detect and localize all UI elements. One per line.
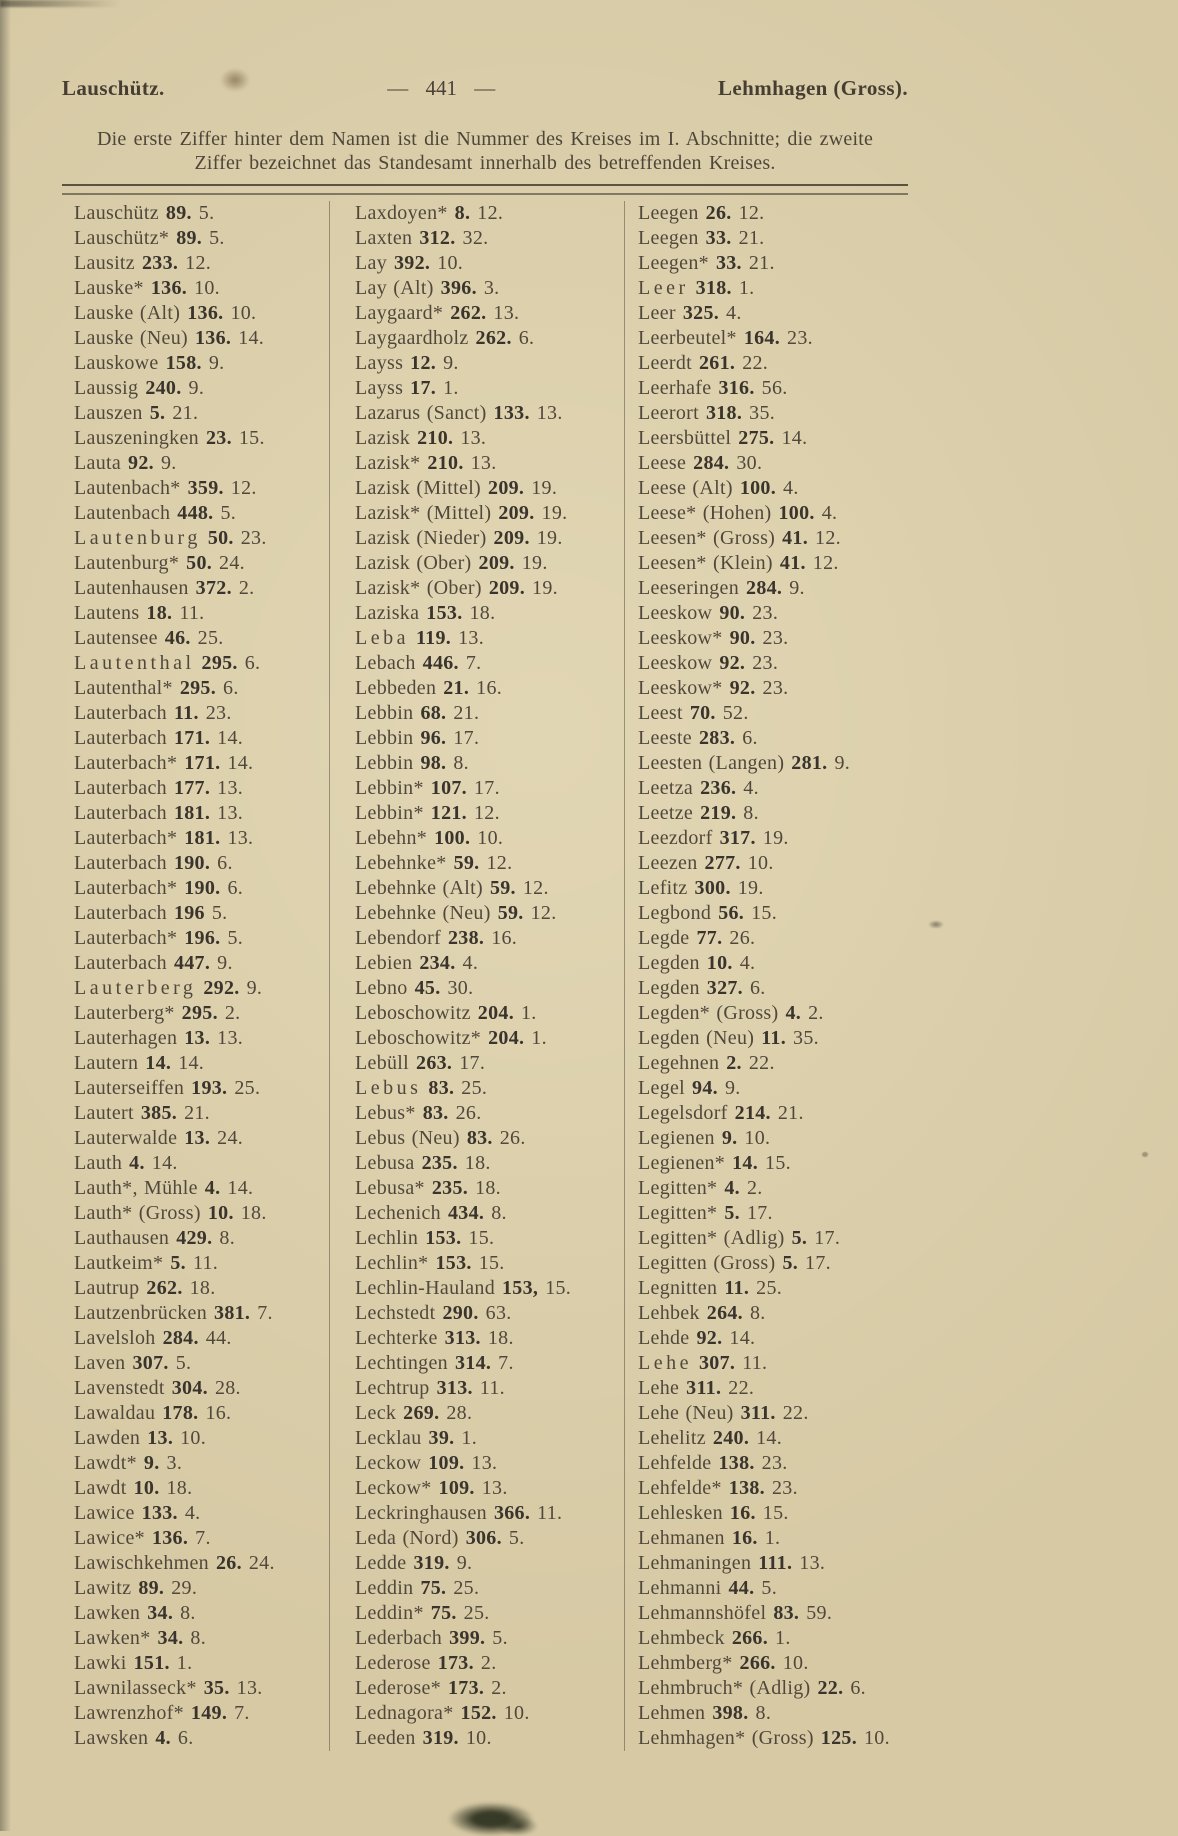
index-column-2	[329, 201, 624, 1751]
index-entry: Legde 77. 26.	[638, 927, 756, 949]
index-entry: Lawrenzhof* 149. 7.	[74, 1702, 250, 1724]
index-entry: Lauterberg* 295. 2.	[74, 1002, 241, 1024]
index-entry: Laziska 153. 18.	[355, 602, 496, 624]
index-entry: Lauta 92. 9.	[74, 452, 177, 474]
index-entry: Lauterbach 181. 13.	[74, 802, 244, 824]
index-entry: Lechlin 153. 15.	[355, 1227, 495, 1249]
index-entry: Lederbach 399. 5.	[355, 1627, 508, 1649]
index-entry: Lebendorf 238. 16.	[355, 927, 518, 949]
index-entry: Lautens 18. 11.	[74, 602, 205, 624]
index-entry: Lechlin* 153. 15.	[355, 1252, 505, 1274]
index-entry: Lautkeim* 5. 11.	[74, 1252, 219, 1274]
index-entry: Lazisk* 210. 13.	[355, 452, 497, 474]
index-entry: Lauschütz 89. 5.	[74, 202, 215, 224]
index-entry: Lawdt* 9. 3.	[74, 1452, 183, 1474]
index-entry: Lehelitz 240. 14.	[638, 1427, 783, 1449]
index-entry: Lautzenbrücken 381. 7.	[74, 1302, 273, 1324]
index-entry: Leeste 283. 6.	[638, 727, 758, 749]
index-entry: Lauterhagen 13. 13.	[74, 1027, 244, 1049]
index-entry: Leeskow 90. 23.	[638, 602, 779, 624]
index-column-3	[624, 201, 908, 1751]
index-entry: Lebach 446. 7.	[355, 652, 482, 674]
index-entry: Lazisk* (Mittel) 209. 19.	[355, 502, 568, 524]
index-entry: Legnitten 11. 25.	[638, 1277, 783, 1299]
index-entry: Lehbek 264. 8.	[638, 1302, 766, 1324]
index-entry: Legitten (Gross) 5. 17.	[638, 1252, 831, 1274]
index-entry: Lazisk (Ober) 209. 19.	[355, 552, 548, 574]
index-entry: Lazisk* (Ober) 209. 19.	[355, 577, 558, 599]
index-entry: Lauthausen 429. 8.	[74, 1227, 235, 1249]
index-entry: Lebehnke (Neu) 59. 12.	[355, 902, 557, 924]
index-entry: Leda (Nord) 306. 5.	[355, 1527, 525, 1549]
index-entry: Lavenstedt 304. 28.	[74, 1377, 241, 1399]
index-entry: Lautensee 46. 25.	[74, 627, 224, 649]
index-entry: Lechtingen 314. 7.	[355, 1352, 514, 1374]
index-entry: Legelsdorf 214. 21.	[638, 1102, 804, 1124]
index-entry: Leersbüttel 275. 14.	[638, 427, 808, 449]
index-entry: Lehe 311. 22.	[638, 1377, 755, 1399]
index-entry: Leezdorf 317. 19.	[638, 827, 789, 849]
index-entry: Leba 119. 13.	[355, 627, 484, 649]
index-entry: Lawken 34. 8.	[74, 1602, 196, 1624]
index-entry: Leerdt 261. 22.	[638, 352, 769, 374]
index-entry: Lawki 151. 1.	[74, 1652, 193, 1674]
index-entry: Laxten 312. 32.	[355, 227, 489, 249]
index-entry: Lauterbach 190. 6.	[74, 852, 233, 874]
index-entry: Lawaldau 178. 16.	[74, 1402, 232, 1424]
index-entry: Lebus* 83. 26.	[355, 1102, 482, 1124]
index-entry: Leesen* (Gross) 41. 12.	[638, 527, 841, 549]
index-entry: Lechenich 434. 8.	[355, 1202, 507, 1224]
index-entry: Lauterbach 11. 23.	[74, 702, 232, 724]
index-entry: Lefitz 300. 19.	[638, 877, 764, 899]
index-entry: Lechlin-Hauland 153, 15.	[355, 1277, 572, 1299]
index-entry: Lautenburg* 50. 24.	[74, 552, 245, 574]
index-entry: Lauterbach 196 5.	[74, 902, 228, 924]
index-entry: Lawice* 136. 7.	[74, 1527, 211, 1549]
index-entry: Lazisk 210. 13.	[355, 427, 487, 449]
index-entry: Leer 325. 4.	[638, 302, 742, 324]
instruction-note-line1: Die erste Ziffer hinter dem Namen ist die Nummer des Kreises im I. Abschnitte; die zweite	[96, 128, 874, 150]
index-entry: Legel 94. 9.	[638, 1077, 741, 1099]
index-entry: Lechstedt 290. 63.	[355, 1302, 512, 1324]
index-entry: Lecklau 39. 1.	[355, 1427, 478, 1449]
index-entry: Leese* (Hohen) 100. 4.	[638, 502, 838, 524]
index-entry: Lechterke 313. 18.	[355, 1327, 514, 1349]
index-entry: Laygaardholz 262. 6.	[355, 327, 535, 349]
index-entry: Lehmaningen 111. 13.	[638, 1552, 826, 1574]
index-entry: Lebus 83. 25.	[355, 1077, 488, 1099]
index-entry: Leesen* (Klein) 41. 12.	[638, 552, 839, 574]
index-entry: Lednagora* 152. 10.	[355, 1702, 530, 1724]
index-entry: Legitten* (Adlig) 5. 17.	[638, 1227, 841, 1249]
index-entry: Lautenbach* 359. 12.	[74, 477, 257, 499]
index-entry: Lawken* 34. 8.	[74, 1627, 207, 1649]
index-columns	[62, 201, 908, 1751]
index-entry: Lebien 234. 4.	[355, 952, 479, 974]
index-entry: Lawitz 89. 29.	[74, 1577, 198, 1599]
index-entry: Lazarus (Sanct) 133. 13.	[355, 402, 563, 424]
index-entry: Lautrup 262. 18.	[74, 1277, 216, 1299]
index-entry: Lehmberg* 266. 10.	[638, 1652, 809, 1674]
index-entry: Lawice 133. 4.	[74, 1502, 201, 1524]
index-entry: Lederose 173. 2.	[355, 1652, 497, 1674]
index-entry: Leerbeutel* 164. 23.	[638, 327, 813, 349]
index-entry: Laxdoyen* 8. 12.	[355, 202, 504, 224]
index-entry: Lautenthal 295. 6.	[74, 652, 261, 674]
running-head	[62, 76, 908, 101]
index-entry: Lauth 4. 14.	[74, 1152, 178, 1174]
index-entry: Lauske* 136. 10.	[74, 277, 220, 299]
index-entry: Lebehnke (Alt) 59. 12.	[355, 877, 549, 899]
index-entry: Leckow* 109. 13.	[355, 1477, 508, 1499]
index-entry: Legienen 9. 10.	[638, 1127, 771, 1149]
index-entry: Lawnilasseck* 35. 13.	[74, 1677, 263, 1699]
stain	[928, 920, 944, 929]
index-entry: Lebusa* 235. 18.	[355, 1177, 501, 1199]
index-entry: Lederose* 173. 2.	[355, 1677, 507, 1699]
index-entry: Lay (Alt) 396. 3.	[355, 277, 500, 299]
index-entry: Lazisk (Mittel) 209. 19.	[355, 477, 558, 499]
index-entry: Lehmanen 16. 1.	[638, 1527, 781, 1549]
index-entry: Legienen* 14. 15.	[638, 1152, 791, 1174]
index-entry: Lauszeningken 23. 15.	[74, 427, 265, 449]
index-entry: Lebbeden 21. 16.	[355, 677, 503, 699]
index-entry: Lehmhagen* (Gross) 125. 10.	[638, 1727, 890, 1749]
index-entry: Legden 10. 4.	[638, 952, 756, 974]
index-entry: Leese 284. 30.	[638, 452, 763, 474]
index-entry: Leest 70. 52.	[638, 702, 749, 724]
index-entry: Leeskow 92. 23.	[638, 652, 779, 674]
index-entry: Layss 17. 1.	[355, 377, 459, 399]
index-entry: Lebusa 235. 18.	[355, 1152, 491, 1174]
index-entry: Lazisk (Nieder) 209. 19.	[355, 527, 563, 549]
header-place-left: Lauschütz.	[62, 76, 165, 100]
index-entry: Leegen* 33. 21.	[638, 252, 775, 274]
header-place-right: Lehmhagen (Gross).	[717, 76, 908, 100]
index-entry: Lehde 92. 14.	[638, 1327, 756, 1349]
index-entry: Leese (Alt) 100. 4.	[638, 477, 799, 499]
index-entry: Lehlesken 16. 15.	[638, 1502, 789, 1524]
index-entry: Lehfelde 138. 23.	[638, 1452, 788, 1474]
index-entry: Legbond 56. 15.	[638, 902, 778, 924]
page-number: — 441 —	[387, 76, 496, 100]
index-entry: Leeseringen 284. 9.	[638, 577, 805, 599]
index-entry: Leddin 75. 25.	[355, 1577, 480, 1599]
index-entry: Lauterbach* 171. 14.	[74, 752, 254, 774]
index-entry: Lawdt 10. 18.	[74, 1477, 193, 1499]
index-entry: Laussig 240. 9.	[74, 377, 205, 399]
index-entry: Lehmbeck 266. 1.	[638, 1627, 791, 1649]
index-entry: Lauterbach 447. 9.	[74, 952, 233, 974]
index-entry: Legden (Neu) 11. 35.	[638, 1027, 819, 1049]
index-entry: Leetza 236. 4.	[638, 777, 759, 799]
index-entry: Leckringhausen 366. 11.	[355, 1502, 563, 1524]
stain	[1142, 1152, 1148, 1157]
index-entry: Leesten (Langen) 281. 9.	[638, 752, 851, 774]
index-column-1	[62, 201, 329, 1751]
index-entry: Lavelsloh 284. 44.	[74, 1327, 232, 1349]
index-entry: Lehmanni 44. 5.	[638, 1577, 777, 1599]
index-entry: Lehe (Neu) 311. 22.	[638, 1402, 809, 1424]
index-entry: Ledde 319. 9.	[355, 1552, 473, 1574]
index-entry: Leerort 318. 35.	[638, 402, 776, 424]
index-entry: Lautenbach 448. 5.	[74, 502, 237, 524]
index-entry: Lebus (Neu) 83. 26.	[355, 1127, 526, 1149]
index-entry: Lechtrup 313. 11.	[355, 1377, 505, 1399]
index-entry: Legitten* 5. 17.	[638, 1202, 773, 1224]
index-entry: Lehe 307. 11.	[638, 1352, 768, 1374]
index-entry: Lauschütz* 89. 5.	[74, 227, 225, 249]
index-entry: Lebbin* 107. 17.	[355, 777, 500, 799]
index-entry: Lauth* (Gross) 10. 18.	[74, 1202, 267, 1224]
index-entry: Lebbin 68. 21.	[355, 702, 480, 724]
index-entry: Lehmannshöfel 83. 59.	[638, 1602, 833, 1624]
index-entry: Lebüll 263. 17.	[355, 1052, 486, 1074]
index-entry: Lausitz 233. 12.	[74, 252, 212, 274]
index-entry: Lehmbruch* (Adlig) 22. 6.	[638, 1677, 866, 1699]
index-entry: Lautern 14. 14.	[74, 1052, 205, 1074]
index-entry: Lebno 45. 30.	[355, 977, 474, 999]
index-entry: Lauszen 5. 21.	[74, 402, 199, 424]
index-entry: Lautenhausen 372. 2.	[74, 577, 255, 599]
index-entry: Lebehnke* 59. 12.	[355, 852, 513, 874]
index-entry: Leeskow* 92. 23.	[638, 677, 789, 699]
index-entry: Lautenthal* 295. 6.	[74, 677, 239, 699]
index-entry: Lehmen 398. 8.	[638, 1702, 772, 1724]
index-entry: Leetze 219. 8.	[638, 802, 759, 824]
index-entry: Lawischkehmen 26. 24.	[74, 1552, 275, 1574]
index-entry: Leer 318. 1.	[638, 277, 755, 299]
index-entry: Leckow 109. 13.	[355, 1452, 498, 1474]
index-entry: Leck 269. 28.	[355, 1402, 473, 1424]
index-entry: Lauterberg 292. 9.	[74, 977, 263, 999]
index-entry: Leboschowitz 204. 1.	[355, 1002, 537, 1024]
index-entry: Lauskowe 158. 9.	[74, 352, 225, 374]
index-entry: Legehnen 2. 22.	[638, 1052, 775, 1074]
index-entry: Lawsken 4. 6.	[74, 1727, 194, 1749]
double-rule	[62, 184, 908, 195]
index-entry: Legden* (Gross) 4. 2.	[638, 1002, 824, 1024]
index-entry: Leegen 26. 12.	[638, 202, 765, 224]
index-entry: Leeden 319. 10.	[355, 1727, 492, 1749]
index-entry: Laygaard* 262. 13.	[355, 302, 520, 324]
index-entry: Lautert 385. 21.	[74, 1102, 210, 1124]
index-entry: Lautenburg 50. 23.	[74, 527, 267, 549]
index-entry: Lebbin* 121. 12.	[355, 802, 500, 824]
index-entry: Lauterbach 177. 13.	[74, 777, 244, 799]
index-entry: Leezen 277. 10.	[638, 852, 774, 874]
index-entry: Legitten* 4. 2.	[638, 1177, 763, 1199]
index-entry: Leeskow* 90. 23.	[638, 627, 789, 649]
stain	[498, 1816, 538, 1836]
index-entry: Lebehn* 100. 10.	[355, 827, 504, 849]
index-entry: Lebbin 96. 17.	[355, 727, 480, 749]
scan-edge-shadow	[0, 0, 11, 1831]
index-entry: Lauterbach* 190. 6.	[74, 877, 244, 899]
instruction-note-line2: Ziffer bezeichnet das Standesamt innerhalb des betreffenden Kreises.	[194, 152, 776, 174]
index-entry: Lauterbach 171. 14.	[74, 727, 244, 749]
instruction-note	[62, 127, 908, 175]
index-entry: Lehfelde* 138. 23.	[638, 1477, 798, 1499]
index-entry: Leegen 33. 21.	[638, 227, 765, 249]
index-entry: Lauterbach* 181. 13.	[74, 827, 254, 849]
index-entry: Lawden 13. 10.	[74, 1427, 207, 1449]
index-entry: Lauterwalde 13. 24.	[74, 1127, 244, 1149]
index-entry: Leboschowitz* 204. 1.	[355, 1027, 547, 1049]
index-entry: Lauske (Alt) 136. 10.	[74, 302, 257, 324]
index-entry: Lay 392. 10.	[355, 252, 464, 274]
index-entry: Lauterseiffen 193. 25.	[74, 1077, 261, 1099]
index-entry: Laven 307. 5.	[74, 1352, 192, 1374]
index-entry: Lauterbach* 196. 5.	[74, 927, 244, 949]
index-entry: Leddin* 75. 25.	[355, 1602, 490, 1624]
index-entry: Lauske (Neu) 136. 14.	[74, 327, 265, 349]
page-content	[62, 0, 908, 1751]
index-entry: Layss 12. 9.	[355, 352, 459, 374]
index-entry: Lauth*, Mühle 4. 14.	[74, 1177, 254, 1199]
index-entry: Leerhafe 316. 56.	[638, 377, 788, 399]
index-entry: Legden 327. 6.	[638, 977, 766, 999]
index-entry: Lebbin 98. 8.	[355, 752, 469, 774]
